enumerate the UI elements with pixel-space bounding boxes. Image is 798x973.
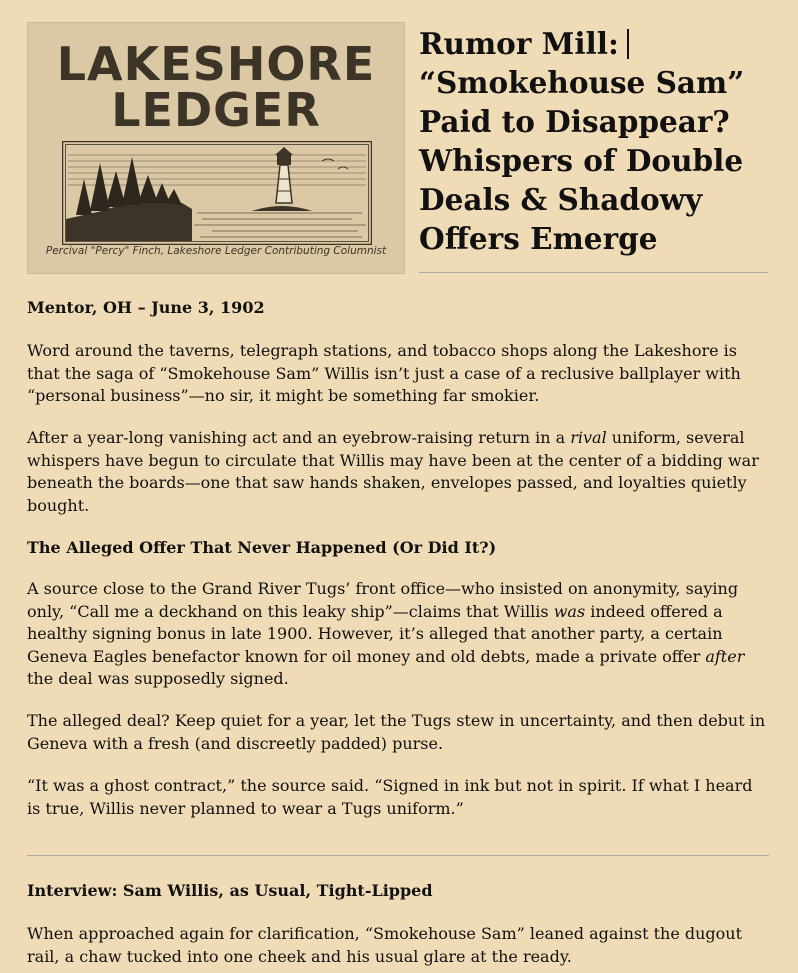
article-headline <box>419 24 779 258</box>
paragraph-5: “It was a ghost contract,” the source said. “Signed in ink but not in spirit. If what I heard is true, Willis never planned to wear a Tugs uniform.” <box>27 776 753 818</box>
masthead-logo <box>27 22 405 274</box>
headline-divider <box>419 272 768 273</box>
paragraph-2-text-b: uniform, several whispers have begun to circulate that Willis may have been at the center of a bidding war beneath the boards—one that saw hands shaken, envelopes passed, and loyalties quietly bought. <box>27 428 759 515</box>
masthead-title-line2: LEDGER <box>111 83 321 137</box>
paragraph-3-text-b: indeed offered a healthy signing bonus in late 1900. However, it’s alleged that another party, a certain Geneva Eagles benefactor known for oil money and old debts, made a private offer <box>27 601 723 666</box>
paragraph-2-emphasis: rival <box>570 428 607 447</box>
paragraph-3-emphasis-was: was <box>553 601 586 621</box>
paragraph-3 <box>27 578 769 691</box>
subheading-interview: Interview: Sam Willis, as Usual, Tight-Lipped <box>27 881 433 900</box>
paragraph-3-text-a: A source close to the Grand River Tugs’ front office—who insisted on anonymity, saying only, “Call me a deckhand on this leaky ship”—claims that Willis <box>27 579 739 621</box>
paragraph-4: The alleged deal? Keep quiet for a year, let the Tugs stew in uncertainty, and then debut in Geneva with a fresh (and discreetly padded) purse. <box>27 711 766 753</box>
paragraph-6: When approached again for clarification, “Smokehouse Sam” leaned against the dugout rail, a chaw tucked into one cheek and his usual glare at the ready. <box>27 924 743 966</box>
section-divider <box>27 855 769 856</box>
headline-line1: Rumor Mill: <box>419 26 619 61</box>
headline-line5: Deals & Shadowy <box>419 182 703 217</box>
paragraph-3-text-c: the deal was supposedly signed. <box>27 669 289 688</box>
headline-line4: Whispers of Double <box>419 143 744 178</box>
lighthouse-illustration <box>62 141 372 245</box>
headline-line3: Paid to Disappear? <box>419 104 730 139</box>
paragraph-1: Word around the taverns, telegraph stations, and tobacco shops along the Lakeshore is that the saga of “Smokehouse Sam” Willis isn’t just a case of a reclusive ballplayer with “personal business”—no sir, it might be something far smokier. <box>27 341 741 405</box>
subheading-alleged-offer: The Alleged Offer That Never Happened (Or Did It?) <box>27 538 497 557</box>
paragraph-2 <box>27 427 769 517</box>
headline-line6: Offers Emerge <box>419 221 658 256</box>
paragraph-3-emphasis-after: after <box>705 646 745 666</box>
dateline: Mentor, OH – June 3, 1902 <box>27 298 265 317</box>
text-cursor <box>627 29 629 59</box>
paragraph-2-text-a: After a year-long vanishing act and an eyebrow-raising return in a <box>27 428 571 447</box>
headline-line2: “Smokehouse Sam” <box>419 65 745 100</box>
masthead-caption: Percival "Percy" Finch, Lakeshore Ledger Contributing Columnist <box>45 245 387 257</box>
masthead-title-line1: LAKESHORE <box>56 37 376 91</box>
